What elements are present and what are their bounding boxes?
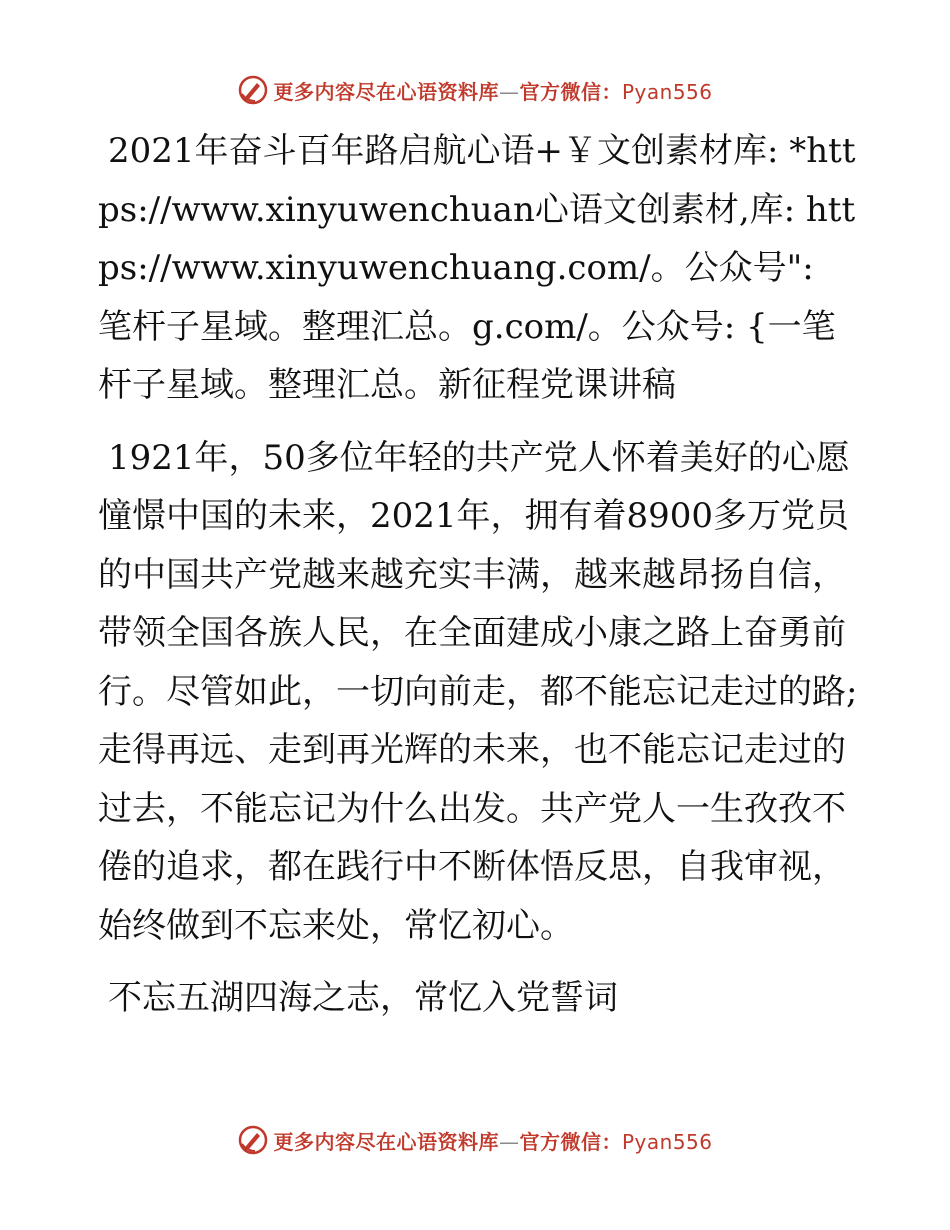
brand-logo-icon (237, 74, 269, 106)
footer-banner (0, 1118, 950, 1162)
paragraph-main: 1921年，50多位年轻的共产党人怀着美好的心愿憧憬中国的未来，2021年，拥有着8900多万党员的中国共产党越来越充实丰满，越来越昂扬自信，带领全国各族人民，在全面建成小康之路上奋勇前行。尽管如此，一切向前走，都不能忘记走过的路;走得再远、走到再光辉的未来，也不能忘记走过的过去，不能忘记为什么出发。共产党人一生孜孜不倦的追求，都在践行中不断体悟反思，自我审视，始终做到不忘来处，常忆初心。 (98, 437, 858, 946)
header-banner-title: 更多内容尽在心语资料库 (273, 79, 499, 104)
paragraph-heading: 不忘五湖四海之志，常忆入党誓词 (108, 978, 618, 1018)
header-banner-text (273, 76, 712, 105)
header-wechat-label: 官方微信： (519, 79, 622, 104)
footer-banner-separator: — (498, 1129, 520, 1154)
header-banner-separator: — (498, 79, 520, 104)
header-wechat-id: Pyan556 (621, 79, 713, 104)
footer-wechat-label: 官方微信： (519, 1129, 622, 1154)
brand-logo-icon (237, 1124, 269, 1156)
header-banner (0, 68, 950, 112)
document-body (98, 122, 858, 1042)
footer-banner-text (273, 1126, 712, 1155)
paragraph-intro: 2021年奋斗百年路启航心语+￥文创素材库: *https://www.xinyuwenchuan心语文创素材,库: https://www.xinyuwenchuang.com/。公众号": 笔杆子星域。整理汇总。g.com/。公众号: {一笔杆子星域。整理汇总。新征程党课讲稿 (98, 131, 856, 405)
footer-wechat-id: Pyan556 (621, 1129, 713, 1154)
footer-banner-title: 更多内容尽在心语资料库 (273, 1129, 499, 1154)
